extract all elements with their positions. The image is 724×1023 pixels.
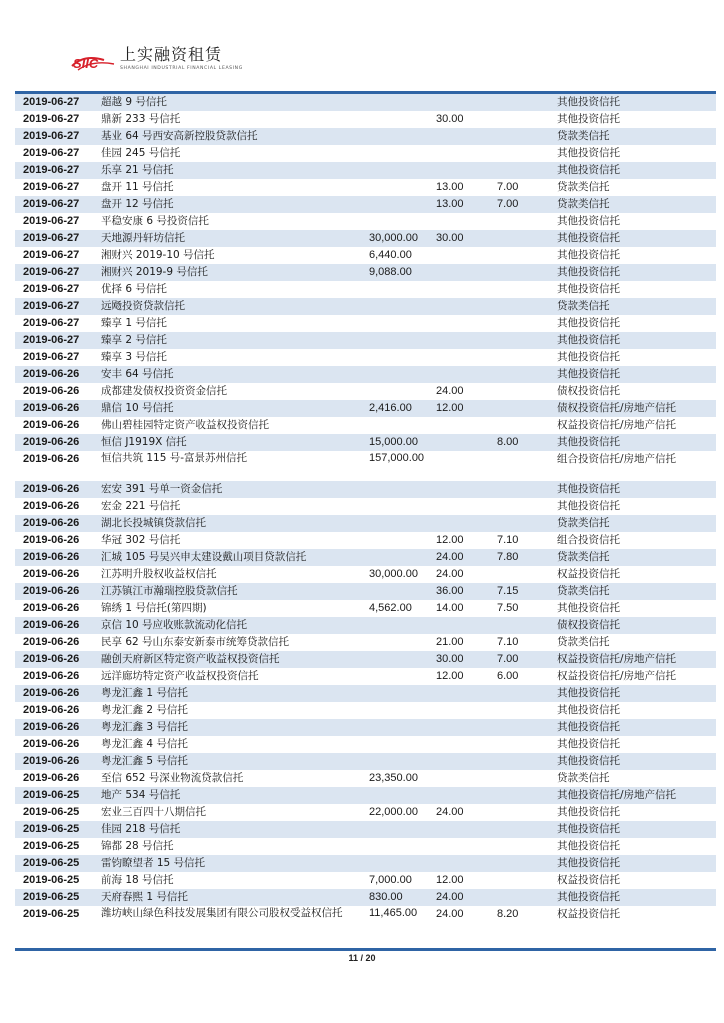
type-cell: 贷款类信托	[557, 198, 610, 210]
table-row	[15, 434, 716, 451]
table-row	[15, 498, 716, 515]
date-cell: 2019-06-27	[23, 130, 80, 142]
term-cell: 24.00	[436, 806, 464, 818]
table-row	[15, 753, 716, 770]
table-row	[15, 566, 716, 583]
scale-cell: 157,000.00	[369, 452, 425, 464]
table-row	[15, 804, 716, 821]
date-cell: 2019-06-27	[23, 215, 80, 227]
scale-cell: 23,350.00	[369, 772, 418, 784]
product-name-cell: 超越 9 号信托	[101, 96, 167, 108]
product-name-cell: 平稳安康 6 号投资信托	[101, 215, 209, 227]
type-cell: 其他投资信托	[557, 738, 620, 750]
yield-cell: 7.50	[497, 602, 519, 614]
table-row	[15, 162, 716, 179]
type-cell: 组合投资信托/房地产信托	[557, 453, 677, 465]
table-row	[15, 451, 716, 481]
product-name-cell: 江苏镇江市瀚瑞控股贷款信托	[101, 585, 238, 597]
product-name-cell: 臻享 1 号信托	[101, 317, 167, 329]
scale-cell: 4,562.00	[369, 602, 412, 614]
type-cell: 其他投资信托	[557, 436, 620, 448]
product-name-cell: 盘开 11 号信托	[101, 181, 174, 193]
date-cell: 2019-06-26	[23, 755, 80, 767]
type-cell: 其他投资信托	[557, 215, 620, 227]
yield-cell: 7.00	[497, 181, 519, 193]
term-cell: 13.00	[436, 181, 464, 193]
date-cell: 2019-06-26	[23, 368, 80, 380]
yield-cell: 6.00	[497, 670, 519, 682]
date-cell: 2019-06-27	[23, 266, 80, 278]
term-cell: 21.00	[436, 636, 464, 648]
date-cell: 2019-06-27	[23, 283, 80, 295]
type-cell: 其他投资信托	[557, 266, 620, 278]
term-cell: 24.00	[436, 891, 464, 903]
type-cell: 其他投资信托	[557, 687, 620, 699]
table-row	[15, 111, 716, 128]
type-cell: 贷款类信托	[557, 181, 610, 193]
type-cell: 债权投资信托/房地产信托	[557, 402, 677, 414]
product-name-cell: 粤龙汇鑫 2 号信托	[101, 704, 188, 716]
date-cell: 2019-06-25	[23, 840, 80, 852]
type-cell: 其他投资信托	[557, 755, 620, 767]
table-row	[15, 481, 716, 498]
product-name-cell: 前海 18 号信托	[101, 874, 174, 886]
date-cell: 2019-06-26	[23, 704, 80, 716]
table-row	[15, 855, 716, 872]
date-cell: 2019-06-26	[23, 602, 80, 614]
company-name-en: SHANGHAI INDUSTRIAL FINANCIAL LEASING	[120, 66, 243, 71]
product-name-cell: 基业 64 号西安高新控股贷款信托	[101, 130, 258, 142]
type-cell: 权益投资信托	[557, 908, 620, 920]
date-cell: 2019-06-27	[23, 113, 80, 125]
table-row	[15, 787, 716, 804]
type-cell: 其他投资信托	[557, 283, 620, 295]
date-cell: 2019-06-26	[23, 500, 80, 512]
date-cell: 2019-06-26	[23, 453, 80, 465]
date-cell: 2019-06-27	[23, 181, 80, 193]
table-row	[15, 315, 716, 332]
term-cell: 24.00	[436, 908, 464, 920]
scale-cell: 7,000.00	[369, 874, 412, 886]
type-cell: 组合投资信托	[557, 534, 620, 546]
table-row	[15, 549, 716, 566]
product-name-cell: 湘财兴 2019-9 号信托	[101, 266, 208, 278]
table-row	[15, 94, 716, 111]
type-cell: 其他投资信托	[557, 500, 620, 512]
table-row	[15, 651, 716, 668]
svg-text:SIIC: SIIC	[73, 56, 99, 71]
table-row	[15, 298, 716, 315]
product-name-cell: 宏安 391 号单一资金信托	[101, 483, 223, 495]
product-name-cell: 湘财兴 2019-10 号信托	[101, 249, 215, 261]
product-name-cell: 锦绣 1 号信托(第四期)	[101, 602, 207, 614]
scale-cell: 22,000.00	[369, 806, 418, 818]
type-cell: 其他投资信托	[557, 891, 620, 903]
type-cell: 权益投资信托/房地产信托	[557, 653, 677, 665]
type-cell: 其他投资信托	[557, 232, 620, 244]
product-name-cell: 鼎信 10 号信托	[101, 402, 174, 414]
type-cell: 其他投资信托	[557, 704, 620, 716]
date-cell: 2019-06-26	[23, 772, 80, 784]
date-cell: 2019-06-27	[23, 232, 80, 244]
term-cell: 30.00	[436, 232, 464, 244]
table-row	[15, 128, 716, 145]
yield-cell: 8.00	[497, 436, 519, 448]
term-cell: 12.00	[436, 874, 464, 886]
type-cell: 权益投资信托/房地产信托	[557, 419, 677, 431]
type-cell: 贷款类信托	[557, 585, 610, 597]
table-row	[15, 349, 716, 366]
table-row	[15, 515, 716, 532]
product-name-cell: 臻享 2 号信托	[101, 334, 167, 346]
date-cell: 2019-06-26	[23, 687, 80, 699]
product-name-cell: 湖北长投城镇贷款信托	[101, 517, 206, 529]
siic-logo-icon	[70, 46, 116, 76]
table-row	[15, 196, 716, 213]
date-cell: 2019-06-25	[23, 806, 80, 818]
date-cell: 2019-06-27	[23, 164, 80, 176]
term-cell: 30.00	[436, 113, 464, 125]
table-row	[15, 247, 716, 264]
product-name-cell: 安丰 64 号信托	[101, 368, 174, 380]
type-cell: 其他投资信托	[557, 823, 620, 835]
table-row	[15, 145, 716, 162]
type-cell: 债权投资信托	[557, 385, 620, 397]
type-cell: 其他投资信托	[557, 96, 620, 108]
product-name-cell: 潍坊峡山绿色科技发展集团有限公司股权受益权信托	[101, 907, 343, 919]
date-cell: 2019-06-26	[23, 636, 80, 648]
product-name-cell: 汇城 105 号吴兴申太建设戴山项目贷款信托	[101, 551, 307, 563]
date-cell: 2019-06-27	[23, 300, 80, 312]
product-name-cell: 粤龙汇鑫 1 号信托	[101, 687, 188, 699]
date-cell: 2019-06-27	[23, 351, 80, 363]
date-cell: 2019-06-27	[23, 147, 80, 159]
product-name-cell: 宏业三百四十八期信托	[101, 806, 206, 818]
date-cell: 2019-06-26	[23, 738, 80, 750]
date-cell: 2019-06-26	[23, 670, 80, 682]
type-cell: 其他投资信托	[557, 317, 620, 329]
table-row	[15, 179, 716, 196]
product-name-cell: 鼎新 233 号信托	[101, 113, 181, 125]
term-cell: 24.00	[436, 551, 464, 563]
term-cell: 13.00	[436, 198, 464, 210]
table-row	[15, 634, 716, 651]
type-cell: 贷款类信托	[557, 772, 610, 784]
scale-cell: 9,088.00	[369, 266, 412, 278]
company-name-cn: 上实融资租赁	[120, 45, 223, 64]
type-cell: 其他投资信托	[557, 351, 620, 363]
type-cell: 其他投资信托	[557, 483, 620, 495]
product-name-cell: 恒信共筑 115 号-富景苏州信托	[101, 452, 248, 464]
type-cell: 其他投资信托	[557, 857, 620, 869]
term-cell: 14.00	[436, 602, 464, 614]
date-cell: 2019-06-26	[23, 402, 80, 414]
product-name-cell: 融创天府新区特定资产收益权投资信托	[101, 653, 280, 665]
type-cell: 贷款类信托	[557, 517, 610, 529]
type-cell: 贷款类信托	[557, 300, 610, 312]
type-cell: 贷款类信托	[557, 636, 610, 648]
table-row	[15, 719, 716, 736]
term-cell: 24.00	[436, 568, 464, 580]
product-name-cell: 盘开 12 号信托	[101, 198, 174, 210]
type-cell: 其他投资信托	[557, 334, 620, 346]
term-cell: 12.00	[436, 402, 464, 414]
product-name-cell: 粤龙汇鑫 5 号信托	[101, 755, 188, 767]
table-row	[15, 668, 716, 685]
type-cell: 其他投资信托	[557, 147, 620, 159]
table-row	[15, 417, 716, 434]
table-row	[15, 230, 716, 247]
date-cell: 2019-06-27	[23, 334, 80, 346]
table-row	[15, 281, 716, 298]
term-cell: 36.00	[436, 585, 464, 597]
date-cell: 2019-06-26	[23, 568, 80, 580]
product-name-cell: 乐享 21 号信托	[101, 164, 174, 176]
product-name-cell: 佛山碧桂园特定资产收益权投资信托	[101, 419, 269, 431]
yield-cell: 7.00	[497, 198, 519, 210]
yield-cell: 7.15	[497, 585, 519, 597]
scale-cell: 6,440.00	[369, 249, 412, 261]
table-row	[15, 872, 716, 889]
product-name-cell: 天地源丹轩坊信托	[101, 232, 185, 244]
date-cell: 2019-06-26	[23, 483, 80, 495]
date-cell: 2019-06-26	[23, 517, 80, 529]
table-row	[15, 583, 716, 600]
product-name-cell: 粤龙汇鑫 4 号信托	[101, 738, 188, 750]
date-cell: 2019-06-26	[23, 436, 80, 448]
product-name-cell: 成都建发债权投资资金信托	[101, 385, 227, 397]
date-cell: 2019-06-26	[23, 585, 80, 597]
product-name-cell: 至信 652 号深业物流贷款信托	[101, 772, 244, 784]
type-cell: 其他投资信托	[557, 840, 620, 852]
type-cell: 贷款类信托	[557, 551, 610, 563]
table-row	[15, 838, 716, 855]
date-cell: 2019-06-25	[23, 823, 80, 835]
date-cell: 2019-06-27	[23, 96, 80, 108]
table-row	[15, 821, 716, 838]
type-cell: 其他投资信托	[557, 602, 620, 614]
date-cell: 2019-06-26	[23, 385, 80, 397]
product-name-cell: 远洋廊坊特定资产收益权投资信托	[101, 670, 259, 682]
trust-product-table	[15, 94, 716, 936]
date-cell: 2019-06-27	[23, 317, 80, 329]
scale-cell: 2,416.00	[369, 402, 412, 414]
product-name-cell: 粤龙汇鑫 3 号信托	[101, 721, 188, 733]
type-cell: 权益投资信托/房地产信托	[557, 670, 677, 682]
table-row	[15, 532, 716, 549]
product-name-cell: 锦都 28 号信托	[101, 840, 174, 852]
product-name-cell: 雷钧瞭望者 15 号信托	[101, 857, 206, 869]
product-name-cell: 京信 10 号应收账款流动化信托	[101, 619, 248, 631]
type-cell: 其他投资信托	[557, 721, 620, 733]
date-cell: 2019-06-25	[23, 891, 80, 903]
table-row	[15, 383, 716, 400]
table-row	[15, 400, 716, 417]
yield-cell: 8.20	[497, 908, 519, 920]
type-cell: 其他投资信托	[557, 164, 620, 176]
type-cell: 贷款类信托	[557, 130, 610, 142]
table-row	[15, 366, 716, 383]
table-row	[15, 906, 716, 936]
type-cell: 其他投资信托	[557, 113, 620, 125]
table-row	[15, 736, 716, 753]
table-row	[15, 332, 716, 349]
type-cell: 其他投资信托	[557, 368, 620, 380]
table-row	[15, 770, 716, 787]
date-cell: 2019-06-26	[23, 619, 80, 631]
date-cell: 2019-06-26	[23, 419, 80, 431]
table-row	[15, 213, 716, 230]
date-cell: 2019-06-25	[23, 874, 80, 886]
table-row	[15, 685, 716, 702]
page-number: 11 / 20	[348, 953, 376, 963]
scale-cell: 830.00	[369, 891, 403, 903]
product-name-cell: 佳园 245 号信托	[101, 147, 181, 159]
table-row	[15, 617, 716, 634]
table-row	[15, 702, 716, 719]
scale-cell: 30,000.00	[369, 568, 418, 580]
company-logo	[70, 46, 243, 80]
type-cell: 权益投资信托	[557, 568, 620, 580]
date-cell: 2019-06-26	[23, 721, 80, 733]
scale-cell: 30,000.00	[369, 232, 418, 244]
term-cell: 30.00	[436, 653, 464, 665]
date-cell: 2019-06-25	[23, 857, 80, 869]
date-cell: 2019-06-26	[23, 653, 80, 665]
scale-cell: 15,000.00	[369, 436, 418, 448]
product-name-cell: 佳园 218 号信托	[101, 823, 181, 835]
product-name-cell: 优择 6 号信托	[101, 283, 167, 295]
product-name-cell: 江苏明升股权收益权信托	[101, 568, 217, 580]
yield-cell: 7.00	[497, 653, 519, 665]
term-cell: 12.00	[436, 670, 464, 682]
term-cell: 24.00	[436, 385, 464, 397]
scale-cell: 11,465.00	[369, 907, 418, 919]
product-name-cell: 民享 62 号山东泰安新泰市统筹贷款信托	[101, 636, 290, 648]
footer-rule	[15, 948, 716, 951]
date-cell: 2019-06-27	[23, 249, 80, 261]
product-name-cell: 臻享 3 号信托	[101, 351, 167, 363]
yield-cell: 7.10	[497, 636, 519, 648]
date-cell: 2019-06-25	[23, 789, 80, 801]
date-cell: 2019-06-27	[23, 198, 80, 210]
type-cell: 权益投资信托	[557, 874, 620, 886]
table-row	[15, 600, 716, 617]
type-cell: 其他投资信托	[557, 806, 620, 818]
yield-cell: 7.80	[497, 551, 519, 563]
product-name-cell: 华冠 302 号信托	[101, 534, 181, 546]
term-cell: 12.00	[436, 534, 464, 546]
yield-cell: 7.10	[497, 534, 519, 546]
product-name-cell: 恒信 J1919X 信托	[101, 436, 187, 448]
date-cell: 2019-06-26	[23, 534, 80, 546]
product-name-cell: 远飏投资贷款信托	[101, 300, 185, 312]
table-row	[15, 264, 716, 281]
product-name-cell: 地产 534 号信托	[101, 789, 181, 801]
type-cell: 债权投资信托	[557, 619, 620, 631]
product-name-cell: 宏金 221 号信托	[101, 500, 181, 512]
table-row	[15, 889, 716, 906]
type-cell: 其他投资信托/房地产信托	[557, 789, 677, 801]
date-cell: 2019-06-25	[23, 908, 80, 920]
product-name-cell: 天府春熙 1 号信托	[101, 891, 188, 903]
date-cell: 2019-06-26	[23, 551, 80, 563]
type-cell: 其他投资信托	[557, 249, 620, 261]
